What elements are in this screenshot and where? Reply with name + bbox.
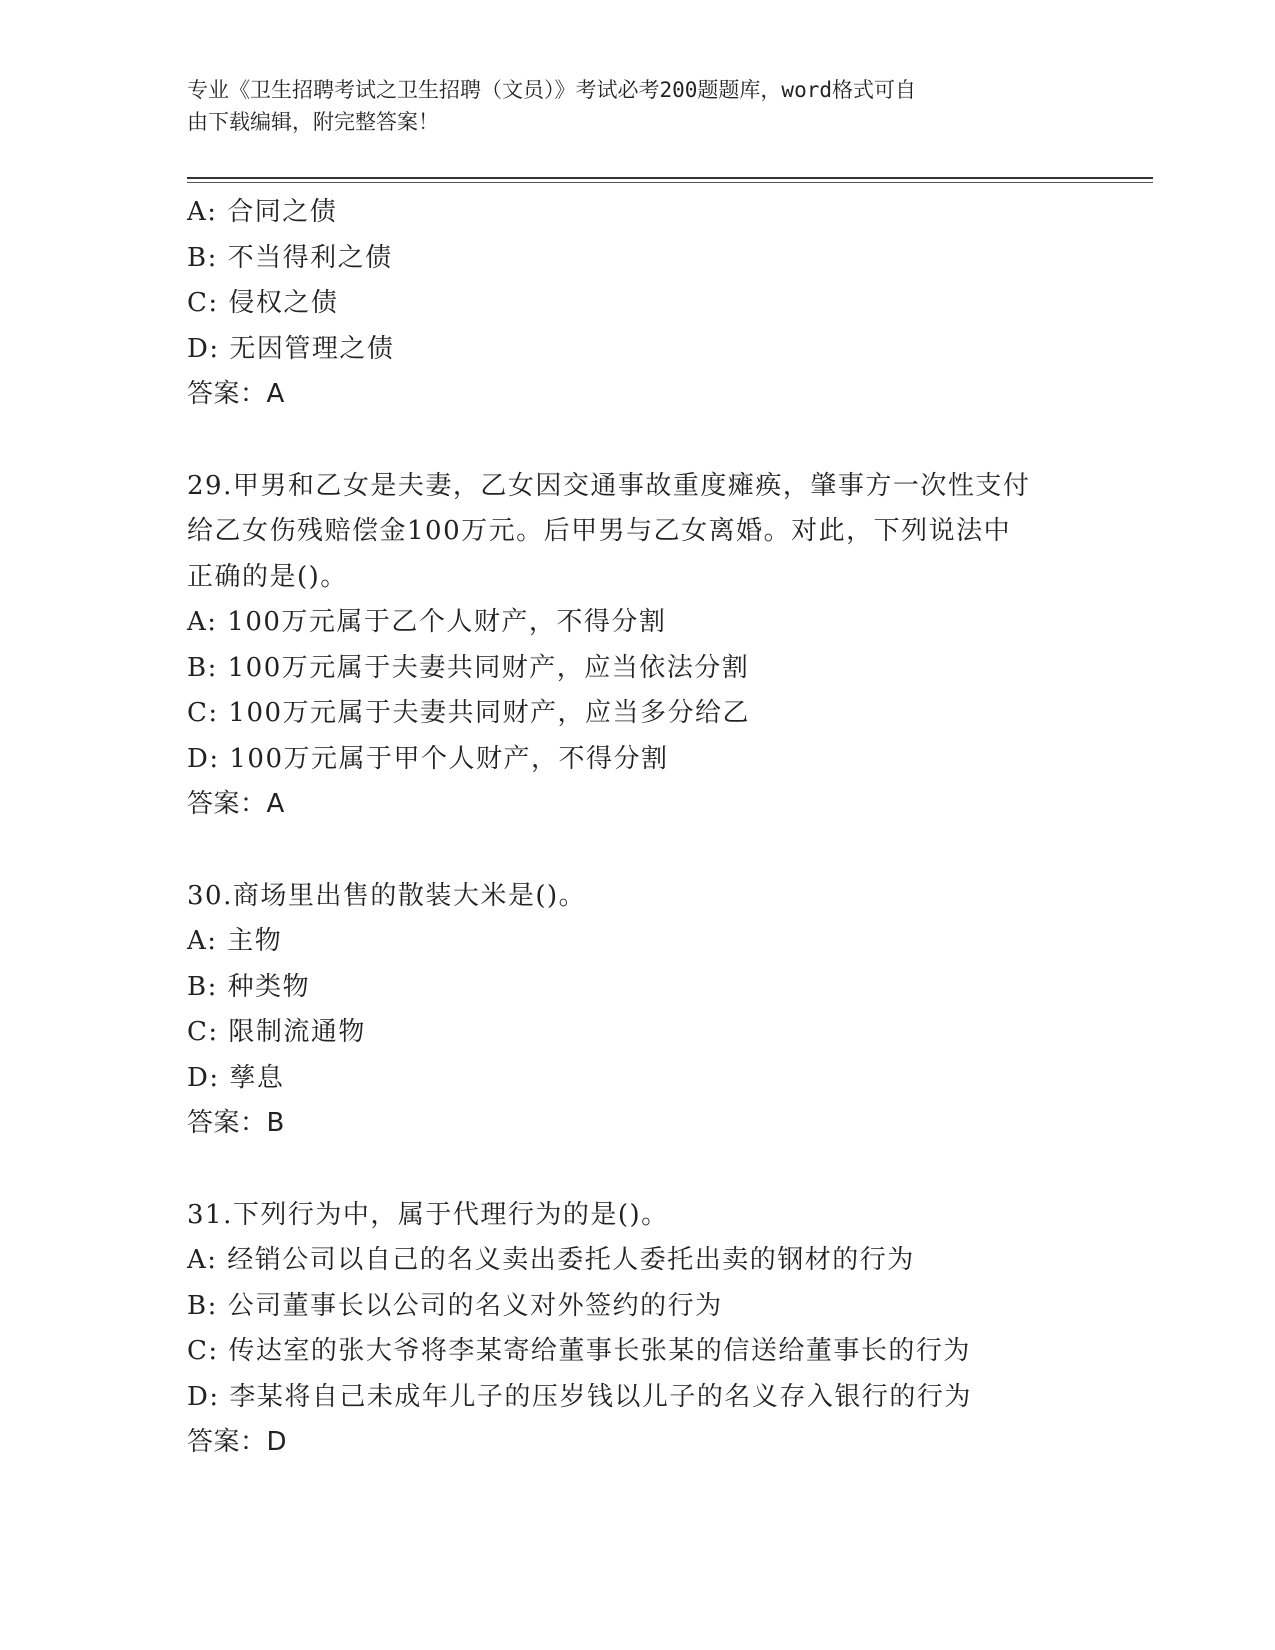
- q29-stem-line-2: 给乙女伤残赔偿金100万元。后甲男与乙女离婚。对此，下列说法中: [187, 516, 1012, 546]
- q29-option-b: B: 100万元属于夫妻共同财产，应当依法分割: [187, 652, 750, 683]
- question-31: [187, 1193, 1087, 1466]
- q31-answer: 答案：D: [187, 1427, 288, 1457]
- q29-option-a: A: 100万元属于乙个人财产，不得分割: [187, 607, 667, 637]
- q29-stem-line-1: 29.甲男和乙女是夫妻，乙女因交通事故重度瘫痪，肇事方一次性支付: [187, 470, 1031, 501]
- q28-option-a: A: 合同之债: [187, 197, 338, 227]
- q29-option-c: C: 100万元属于夫妻共同财产，应当多分给乙: [187, 698, 751, 728]
- q30-stem: 30.商场里出售的散装大米是()。: [187, 880, 587, 911]
- q31-option-d: D: 李某将自己未成年儿子的压岁钱以儿子的名义存入银行的行为: [187, 1381, 972, 1412]
- q29-stem-line-3: 正确的是()。: [187, 561, 348, 592]
- q28-option-d: D: 无因管理之债: [187, 333, 395, 364]
- header-line-2: 由下载编辑，附完整答案！: [187, 110, 439, 134]
- q30-option-b: B: 种类物: [187, 971, 311, 1002]
- document-header: [187, 74, 1067, 138]
- q31-option-b: B: 公司董事长以公司的名义对外签约的行为: [187, 1290, 723, 1321]
- question-28: [187, 190, 1087, 418]
- question-30: [187, 874, 1087, 1147]
- q30-answer: 答案：B: [187, 1108, 285, 1138]
- q30-option-c: C: 限制流通物: [187, 1017, 366, 1047]
- q30-option-d: D: 孳息: [187, 1062, 285, 1093]
- q30-option-a: A: 主物: [187, 926, 283, 956]
- header-divider-thick: [187, 177, 1153, 179]
- q28-answer: 答案：A: [187, 379, 285, 409]
- header-divider-thin: [187, 182, 1153, 183]
- q29-answer: 答案：A: [187, 789, 285, 819]
- q28-option-b: B: 不当得利之债: [187, 242, 393, 273]
- q29-option-d: D: 100万元属于甲个人财产，不得分割: [187, 743, 669, 774]
- q31-option-a: A: 经销公司以自己的名义卖出委托人委托出卖的钢材的行为: [187, 1245, 915, 1275]
- q31-stem: 31.下列行为中，属于代理行为的是()。: [187, 1199, 669, 1230]
- question-29: [187, 464, 1087, 828]
- question-gap: [187, 418, 1087, 464]
- header-line-1: 专业《卫生招聘考试之卫生招聘（文员）》考试必考200题题库，word格式可自: [187, 78, 916, 102]
- question-gap: [187, 1147, 1087, 1193]
- question-gap: [187, 828, 1087, 874]
- question-list: [187, 190, 1087, 1466]
- q28-option-c: C: 侵权之债: [187, 288, 339, 318]
- q31-option-c: C: 传达室的张大爷将李某寄给董事长张某的信送给董事长的行为: [187, 1336, 971, 1366]
